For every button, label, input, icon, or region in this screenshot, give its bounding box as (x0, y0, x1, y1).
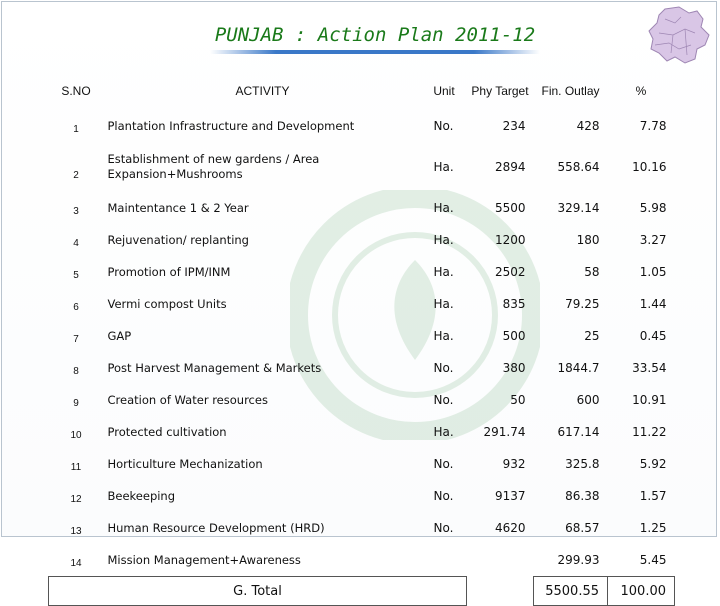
row-outlay: 428 (576, 119, 600, 133)
row-percent: 5.98 (639, 201, 667, 215)
row-target: 50 (510, 393, 526, 407)
row-sno: 11 (70, 461, 82, 473)
row-unit: Ha. (433, 265, 454, 279)
row-activity: Human Resource Development (HRD) (107, 520, 325, 535)
table-row (49, 416, 675, 448)
header-outlay: Fin. Outlay (541, 84, 600, 98)
row-sno: 13 (70, 525, 82, 537)
table-row (49, 384, 675, 416)
row-sno: 4 (73, 237, 79, 249)
row-target: 932 (502, 457, 526, 471)
row-outlay: 617.14 (557, 425, 600, 439)
row-percent: 10.16 (632, 160, 667, 174)
row-outlay: 558.64 (557, 160, 600, 174)
row-percent: 5.92 (639, 457, 667, 471)
table-row (49, 352, 675, 384)
row-outlay: 299.93 (557, 553, 600, 567)
row-activity: Plantation Infrastructure and Development (107, 118, 355, 133)
row-unit: No. (433, 393, 454, 407)
table-row (49, 512, 675, 544)
row-percent: 1.44 (639, 297, 667, 311)
row-activity: Beekeeping (107, 488, 176, 503)
header-activity: ACTIVITY (235, 84, 290, 98)
header-sno: S.NO (61, 84, 91, 98)
row-percent: 1.25 (639, 521, 667, 535)
row-sno: 5 (73, 269, 79, 281)
row-sno: 2 (73, 169, 79, 181)
row-percent: 1.57 (639, 489, 667, 503)
table-row (49, 256, 675, 288)
row-target: 2894 (494, 160, 526, 174)
row-unit: No. (433, 521, 454, 535)
row-activity: GAP (107, 328, 132, 343)
row-sno: 3 (73, 205, 79, 217)
row-activity: Post Harvest Management & Markets (107, 360, 322, 375)
table-row (49, 448, 675, 480)
table-row (49, 480, 675, 512)
row-unit: Ha. (433, 297, 454, 311)
row-sno: 8 (73, 365, 79, 377)
row-activity: Horticulture Mechanization (107, 456, 263, 471)
header-unit: Unit (433, 84, 455, 98)
row-unit: Ha. (433, 329, 454, 343)
total-row (49, 577, 675, 606)
row-unit: Ha. (433, 201, 454, 215)
row-outlay: 1844.7 (557, 361, 600, 375)
page-title: PUNJAB : Action Plan 2011-12 (214, 24, 536, 46)
table-header-row (49, 72, 675, 110)
row-target: 500 (502, 329, 526, 343)
row-activity: Promotion of IPM/INM (107, 264, 231, 279)
row-unit: Ha. (433, 160, 454, 174)
row-unit: No. (433, 361, 454, 375)
row-outlay: 79.25 (565, 297, 600, 311)
row-percent: 10.91 (632, 393, 667, 407)
row-percent: 3.27 (639, 233, 667, 247)
row-unit: No. (433, 119, 454, 133)
row-percent: 0.45 (639, 329, 667, 343)
row-sno: 1 (73, 123, 79, 135)
row-percent: 7.78 (639, 119, 667, 133)
table-row (49, 320, 675, 352)
row-target: 5500 (494, 201, 526, 215)
row-unit: No. (433, 489, 454, 503)
row-outlay: 86.38 (565, 489, 600, 503)
row-activity: Rejuvenation/ replanting (107, 232, 249, 247)
row-target: 4620 (494, 521, 526, 535)
table-row (49, 110, 675, 142)
row-unit: Ha. (433, 233, 454, 247)
total-outlay: 5500.55 (534, 577, 608, 606)
total-spacer (467, 577, 534, 606)
row-target: 380 (502, 361, 526, 375)
row-unit: Ha. (433, 425, 454, 439)
table-row (49, 224, 675, 256)
row-outlay: 58 (584, 265, 600, 279)
row-percent: 33.54 (632, 361, 667, 375)
row-activity: Protected cultivation (107, 424, 227, 439)
row-target: 234 (502, 119, 526, 133)
row-activity: Establishment of new gardens / Area Expansion+Mushrooms (107, 152, 320, 181)
row-outlay: 325.8 (565, 457, 600, 471)
row-percent: 11.22 (632, 425, 667, 439)
row-outlay: 180 (576, 233, 600, 247)
row-sno: 12 (70, 493, 82, 505)
row-target (467, 544, 534, 577)
row-outlay: 329.14 (557, 201, 600, 215)
row-sno: 6 (73, 301, 79, 313)
row-target: 2502 (494, 265, 526, 279)
row-percent: 1.05 (639, 265, 667, 279)
table-row (49, 544, 675, 577)
row-outlay: 68.57 (565, 521, 600, 535)
table-row (49, 142, 675, 192)
row-unit (422, 544, 467, 577)
row-sno: 9 (73, 397, 79, 409)
action-plan-table (48, 72, 675, 606)
row-sno: 7 (73, 333, 79, 345)
table-row (49, 192, 675, 224)
punjab-map-icon (645, 5, 713, 67)
header-target: Phy Target (471, 84, 529, 98)
row-target: 1200 (494, 233, 526, 247)
row-activity: Creation of Water resources (107, 392, 268, 407)
row-percent: 5.45 (639, 553, 667, 567)
row-target: 291.74 (483, 425, 526, 439)
table-row (49, 288, 675, 320)
total-label: G. Total (49, 577, 467, 606)
row-activity: Vermi compost Units (107, 296, 227, 311)
row-outlay: 600 (576, 393, 600, 407)
row-activity: Mission Management+Awareness (107, 552, 301, 567)
row-target: 835 (502, 297, 526, 311)
row-activity: Maintentance 1 & 2 Year (107, 200, 249, 215)
header-percent: % (635, 84, 647, 98)
row-outlay: 25 (584, 329, 600, 343)
row-sno: 14 (70, 557, 82, 569)
row-sno: 10 (70, 429, 82, 441)
row-unit: No. (433, 457, 454, 471)
title-underline (210, 50, 540, 54)
row-target: 9137 (494, 489, 526, 503)
total-percent: 100.00 (608, 577, 675, 606)
